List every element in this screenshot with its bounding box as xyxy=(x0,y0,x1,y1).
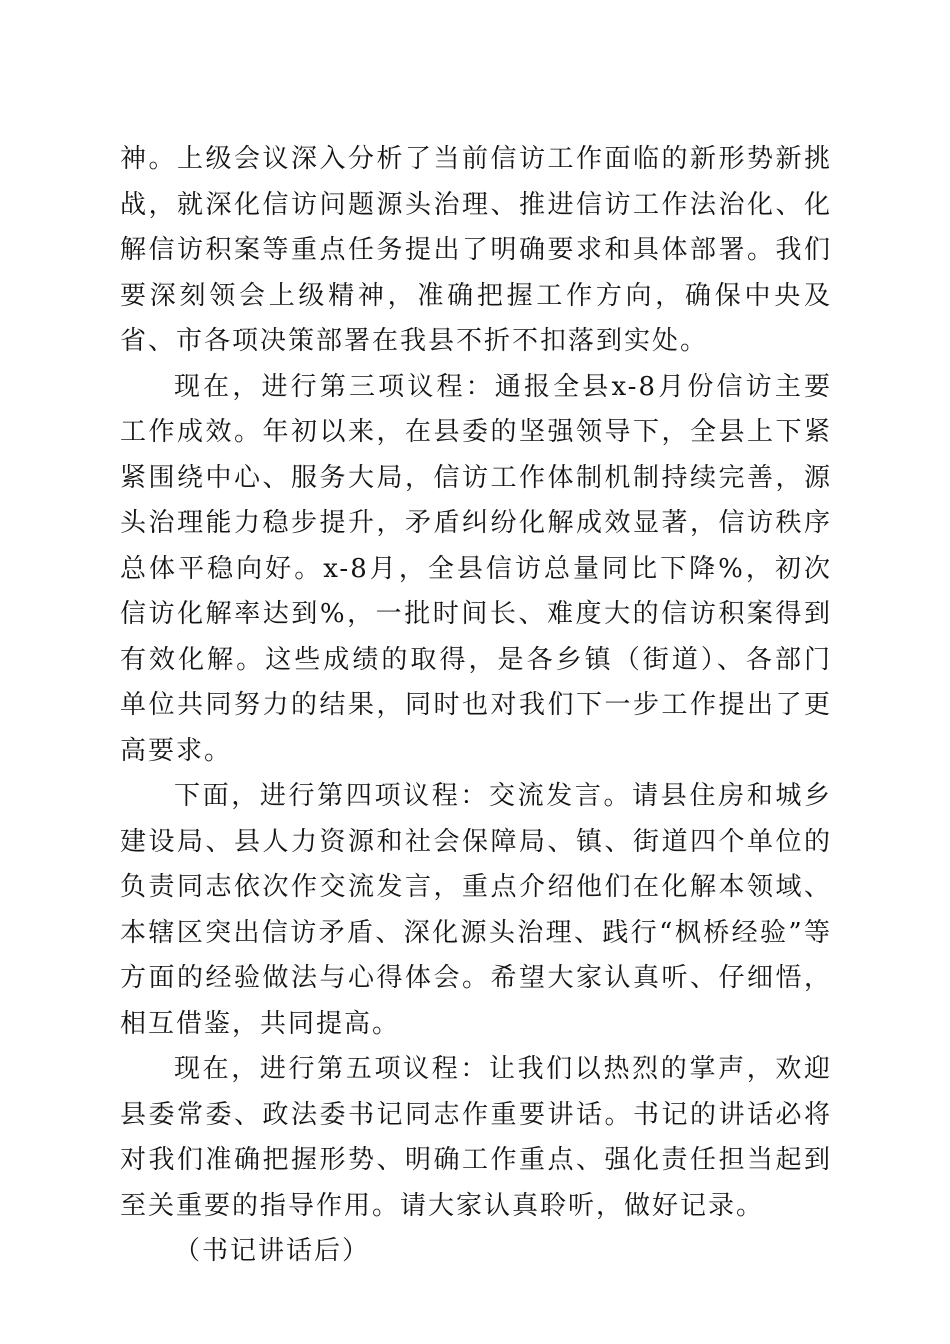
paragraph-continuation: 神。上级会议深入分析了当前信访工作面临的新形势新挑战，就深化信访问题源头治理、推进信访工作法治化、化解信访积案等重点任务提出了明确要求和具体部署。我们要深刻领会上级精神，准确把握工作方向，确保中央及省、市各项决策部署在我县不折不扣落到实处。 xyxy=(120,144,832,356)
paragraph-agenda-item-4: 下面，进行第四项议程：交流发言。请县住房和城乡建设局、县人力资源和社会保障局、镇、街道四个单位的负责同志依次作交流发言，重点介绍他们在化解本领域、本辖区突出信访矛盾、深化源头治理、践行“枫桥经验”等方面的经验做法与心得体会。希望大家认真听、仔细悟，相互借鉴，共同提高。 xyxy=(120,781,832,1039)
paragraph-agenda-item-5: 现在，进行第五项议程：让我们以热烈的掌声，欢迎县委常委、政法委书记同志作重要讲话。书记的讲话必将对我们准确把握形势、明确工作重点、强化责任担当起到至关重要的指导作用。请大家认真聆听，做好记录。 xyxy=(120,1054,832,1221)
document-body xyxy=(120,137,832,1275)
closing-note: （书记讲话后） xyxy=(174,1236,371,1266)
paragraph-agenda-item-3: 现在，进行第三项议程：通报全县x-8月份信访主要工作成效。年初以来，在县委的坚强领导下，全县上下紧紧围绕中心、服务大局，信访工作体制机制持续完善，源头治理能力稳步提升，矛盾纠纷化解成效显著，信访秩序总体平稳向好。x-8月，全县信访总量同比下降%，初次信访化解率达到%，一批时间长、难度大的信访积案得到有效化解。这些成绩的取得，是各乡镇（街道）、各部门单位共同努力的结果，同时也对我们下一步工作提出了更高要求。 xyxy=(120,371,832,766)
